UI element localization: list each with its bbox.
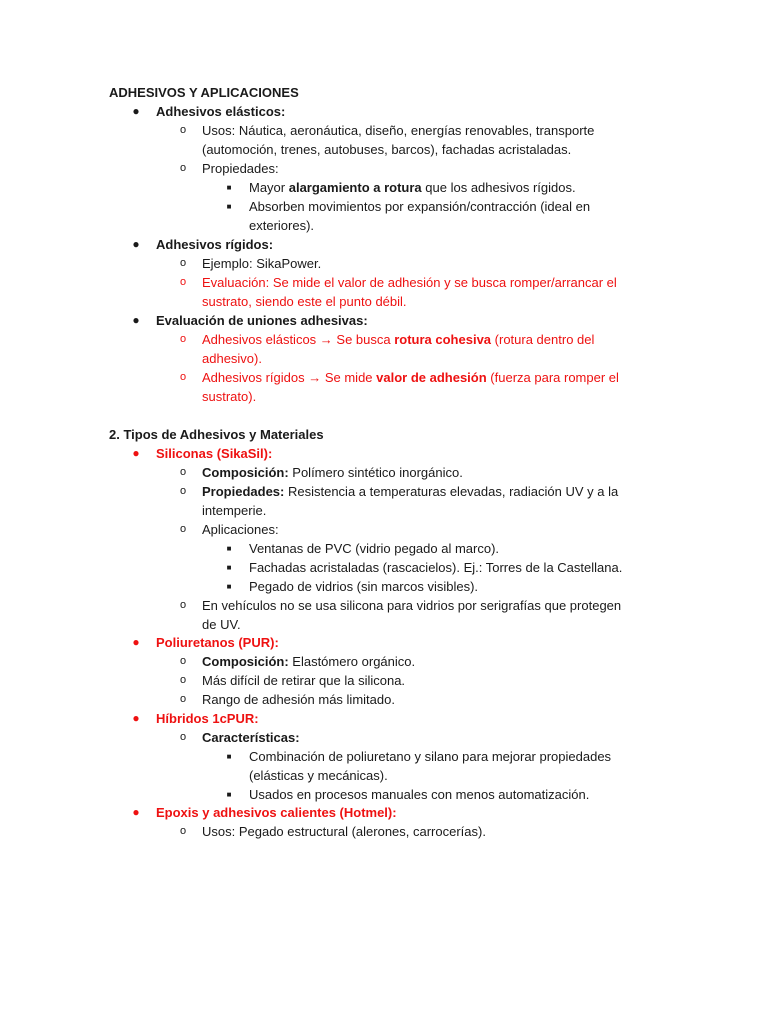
circle-bullet-icon: o <box>179 674 187 686</box>
elasticos-mayor <box>249 178 576 197</box>
elasticos-propiedades: Propiedades: <box>202 161 279 176</box>
text-run: Mayor <box>249 180 289 195</box>
document-title: ADHESIVOS Y APLICACIONES <box>109 85 299 100</box>
square-bullet-icon: ■ <box>226 752 232 761</box>
rigidos-evaluacion-line2: sustrato, siendo este el punto débil. <box>202 294 407 309</box>
circle-bullet-icon: o <box>179 655 187 667</box>
text-run: Adhesivos elásticos → Se busca <box>202 332 395 347</box>
square-bullet-icon: ■ <box>226 202 232 211</box>
section-evaluacion-label: Evaluación de uniones adhesivas: <box>156 313 368 328</box>
siliconas-aplicaciones: Aplicaciones: <box>202 522 279 537</box>
epoxis-usos: Usos: Pegado estructural (alerones, carrocerías). <box>202 824 486 839</box>
evaluacion-rigidos-line1 <box>202 368 619 387</box>
circle-bullet-icon: o <box>179 693 187 705</box>
siliconas-propiedades-line1 <box>202 482 618 501</box>
bullet-icon: ● <box>132 237 140 251</box>
hibridos-c1-line2: (elásticas y mecánicas). <box>249 768 388 783</box>
text-run-bold: Propiedades: <box>202 484 285 499</box>
poliuretanos-label: Poliuretanos (PUR): <box>156 635 279 650</box>
circle-bullet-icon: o <box>179 599 187 611</box>
evaluacion-rigidos-line2: sustrato). <box>202 389 257 404</box>
text-run: Polímero sintético inorgánico. <box>288 465 463 480</box>
circle-bullet-icon: o <box>179 162 187 174</box>
rigidos-evaluacion-line1: Evaluación: Se mide el valor de adhesión y se busca romper/arrancar el <box>202 275 617 290</box>
text-run-bold: Composición: <box>202 654 289 669</box>
elasticos-usos-line1: Usos: Náutica, aeronáutica, diseño, energías renovables, transporte <box>202 123 595 138</box>
bullet-icon: ● <box>132 104 140 118</box>
circle-bullet-icon: o <box>179 466 187 478</box>
text-run: Elastómero orgánico. <box>288 654 416 669</box>
bullet-icon: ● <box>132 805 140 819</box>
text-run: (fuerza para romper el <box>486 370 619 385</box>
poliuretanos-item-3: Rango de adhesión más limitado. <box>202 692 395 707</box>
siliconas-app-1: Ventanas de PVC (vidrio pegado al marco). <box>249 541 500 556</box>
square-bullet-icon: ■ <box>226 183 232 192</box>
evaluacion-elasticos-line2: adhesivo). <box>202 351 262 366</box>
circle-bullet-icon: o <box>179 276 187 288</box>
siliconas-composicion <box>202 463 463 482</box>
hibridos-c2: Usados en procesos manuales con menos automatización. <box>249 787 590 802</box>
text-run: Resistencia a temperaturas elevadas, radiación UV y a la <box>284 484 619 499</box>
siliconas-propiedades-line2: intemperie. <box>202 503 267 518</box>
square-bullet-icon: ■ <box>226 563 232 572</box>
evaluacion-elasticos-line1 <box>202 330 594 349</box>
section-2-heading: 2. Tipos de Adhesivos y Materiales <box>109 427 324 442</box>
poliuretanos-item-2: Más difícil de retirar que la silicona. <box>202 673 406 688</box>
bullet-icon: ● <box>132 711 140 725</box>
hibridos-caracteristicas: Características: <box>202 730 300 745</box>
siliconas-label: Siliconas (SikaSil): <box>156 446 273 461</box>
bullet-icon: ● <box>132 635 140 649</box>
epoxis-label: Epoxis y adhesivos calientes (Hotmel): <box>156 805 397 820</box>
section-elasticos-label: Adhesivos elásticos: <box>156 104 286 119</box>
circle-bullet-icon: o <box>179 731 187 743</box>
circle-bullet-icon: o <box>179 523 187 535</box>
text-run: Adhesivos rígidos → Se mide <box>202 370 377 385</box>
siliconas-app-2: Fachadas acristaladas (rascacielos). Ej.: Torres de la Castellana. <box>249 560 623 575</box>
square-bullet-icon: ■ <box>226 790 232 799</box>
circle-bullet-icon: o <box>179 257 187 269</box>
hibridos-label: Híbridos 1cPUR: <box>156 711 259 726</box>
section-rigidos-label: Adhesivos rígidos: <box>156 237 274 252</box>
text-run-bold: alargamiento a rotura <box>288 180 422 195</box>
bullet-icon: ● <box>132 446 140 460</box>
bullet-icon: ● <box>132 313 140 327</box>
circle-bullet-icon: o <box>179 124 187 136</box>
siliconas-app-3: Pegado de vidrios (sin marcos visibles). <box>249 579 479 594</box>
text-run: que los adhesivos rígidos. <box>421 180 576 195</box>
text-run-bold: rotura cohesiva <box>394 332 492 347</box>
elasticos-usos-line2: (automoción, trenes, autobuses, barcos), fachadas acristaladas. <box>202 142 572 157</box>
poliuretanos-composicion <box>202 652 415 671</box>
circle-bullet-icon: o <box>179 825 187 837</box>
text-run: (rotura dentro del <box>491 332 595 347</box>
text-run-bold: valor de adhesión <box>376 370 487 385</box>
circle-bullet-icon: o <box>179 371 187 383</box>
rigidos-ejemplo: Ejemplo: SikaPower. <box>202 256 322 271</box>
elasticos-absorben-line1: Absorben movimientos por expansión/contracción (ideal en <box>249 199 591 214</box>
square-bullet-icon: ■ <box>226 544 232 553</box>
hibridos-c1-line1: Combinación de poliuretano y silano para mejorar propiedades <box>249 749 612 764</box>
elasticos-absorben-line2: exteriores). <box>249 218 315 233</box>
square-bullet-icon: ■ <box>226 582 232 591</box>
siliconas-vehiculos-line1: En vehículos no se usa silicona para vidrios por serigrafías que protegen <box>202 598 622 613</box>
text-run-bold: Composición: <box>202 465 289 480</box>
circle-bullet-icon: o <box>179 485 187 497</box>
circle-bullet-icon: o <box>179 333 187 345</box>
siliconas-vehiculos-line2: de UV. <box>202 617 241 632</box>
